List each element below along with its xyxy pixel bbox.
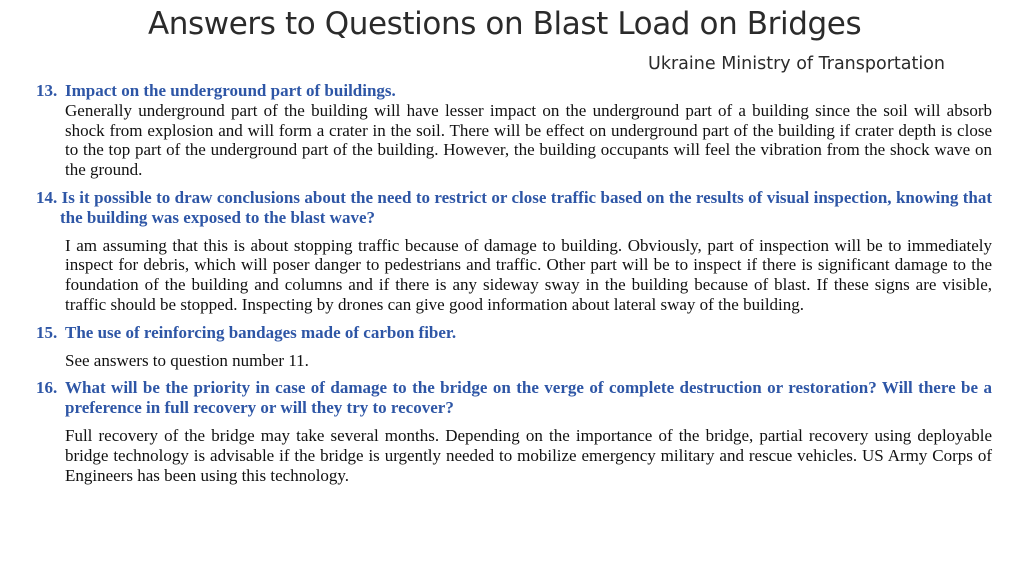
- question-15: [36, 323, 992, 343]
- page-subtitle: Ukraine Ministry of Transportation: [648, 54, 945, 74]
- question-text: Impact on the underground part of buildings.: [65, 81, 396, 100]
- question-text: What will be the priority in case of damage to the bridge on the verge of complete destruction or restoration? Will there be a preference in full recovery or will they try to recover?: [65, 378, 992, 418]
- page-title: Answers to Questions on Blast Load on Bridges: [148, 6, 862, 42]
- answer-14: I am assuming that this is about stopping traffic because of damage to building. Obviously, part of inspection will be to immediately inspect for debris, which will poser danger to pedestrians and traffic. Other part will be to inspect if there is significant damage to the foundation of the building and columns and if there is any sideway sway in the building because of blast. If these signs are visible, traffic should be stopped. Inspecting by drones can give good information about lateral sway of the building.: [65, 235, 992, 314]
- question-text: Is it possible to draw conclusions about the need to restrict or close traffic based on the results of visual inspection, knowing that the building was exposed to the blast wave?: [60, 187, 993, 227]
- question-number: 13.: [36, 81, 58, 100]
- answer-15: See answers to question number 11.: [65, 350, 309, 370]
- question-text: The use of reinforcing bandages made of carbon fiber.: [65, 322, 457, 342]
- answer-16: Full recovery of the bridge may take several months. Depending on the importance of the bridge, partial recovery using deployable bridge technology is advisable if the bridge is urgently needed to mobilize emergency military and rescue vehicles. US Army Corps of Engineers has been using this technology.: [65, 425, 992, 485]
- question-13: [36, 81, 992, 101]
- question-number: 16.: [36, 378, 58, 398]
- question-number: 15.: [36, 322, 58, 342]
- question-number: 14.: [36, 187, 58, 207]
- question-16: [36, 378, 992, 418]
- qa-content: [36, 81, 992, 485]
- question-14: [36, 188, 992, 228]
- answer-13: Generally underground part of the building will have lesser impact on the underground part of a building since the soil will absorb shock from explosion and will form a crater in the soil. There will be effect on underground part of the building if crater depth is close to the top part of the underground part of the building. However, the building occupants will feel the vibration from the shock wave on the ground.: [65, 100, 992, 180]
